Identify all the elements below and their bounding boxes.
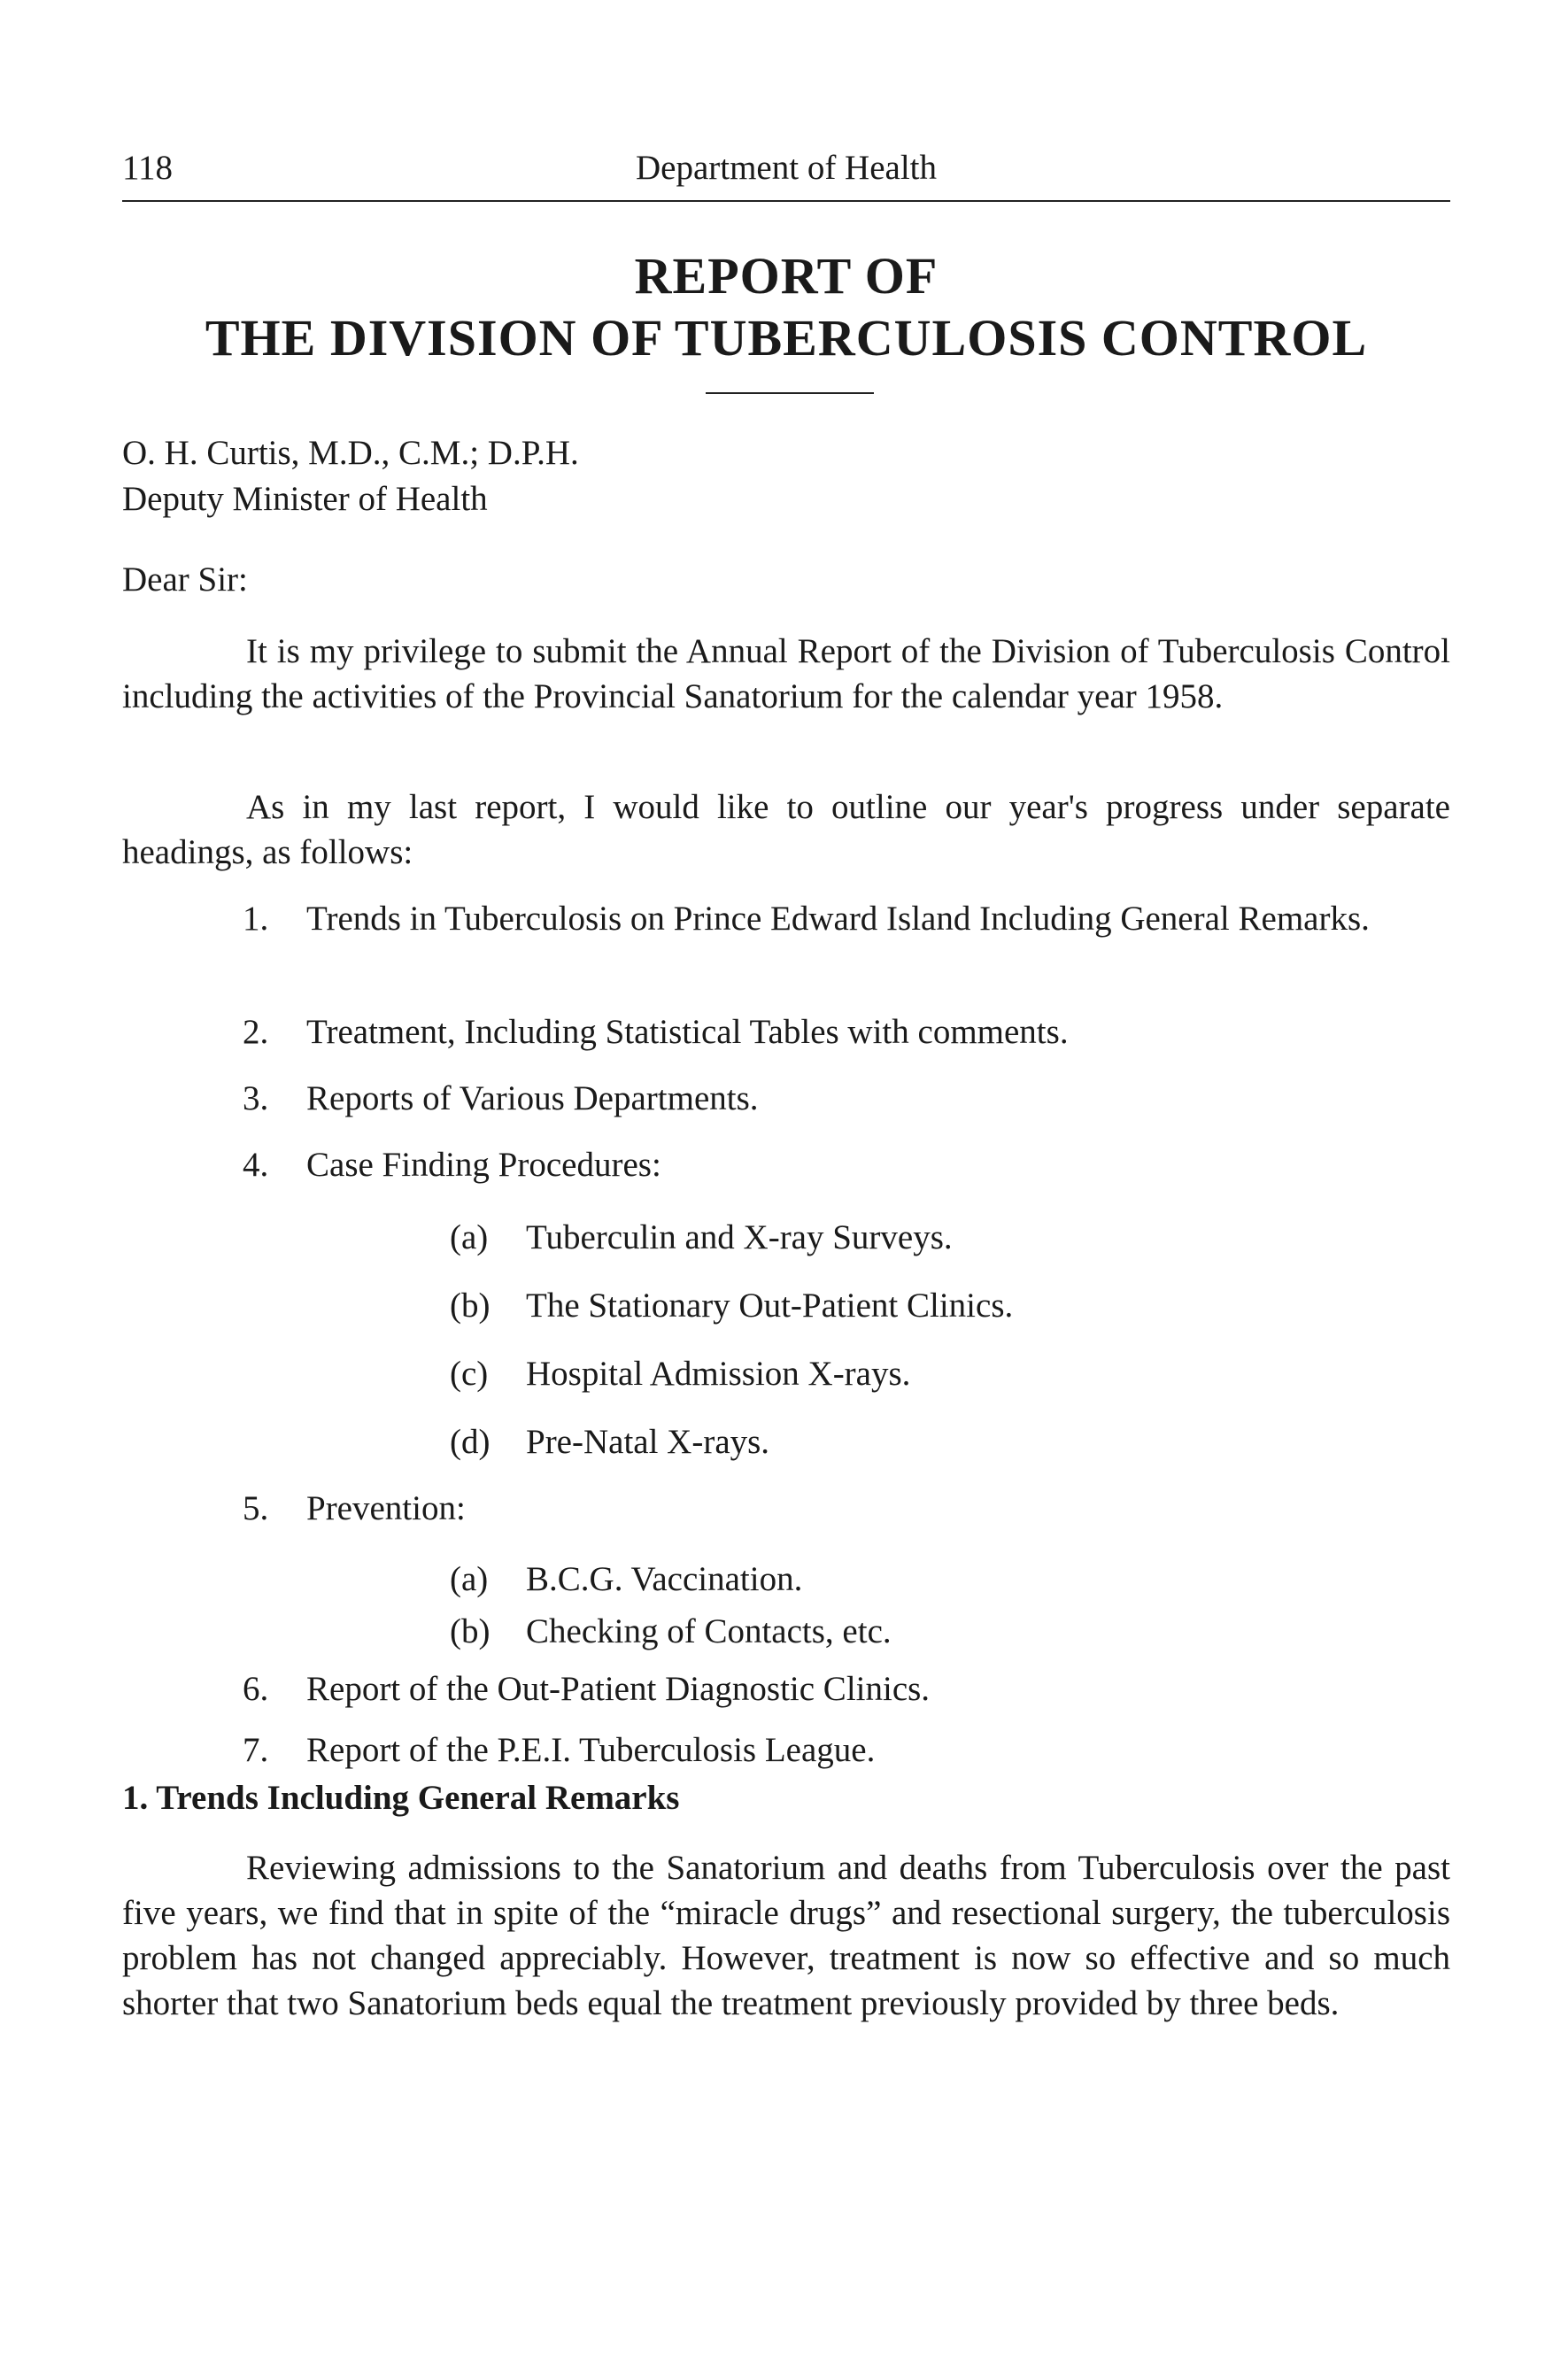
outline-item-text: Case Finding Procedures: [306,1146,661,1184]
subitem-text: Hospital Admission X-rays. [526,1355,911,1393]
subitem-text: Checking of Contacts, etc. [526,1612,892,1650]
outline-item-text: Treatment, Including Statistical Tables with comments. [306,1013,1069,1051]
outline-item-text: Report of the Out-Patient Diagnostic Clinics. [306,1670,931,1708]
outline-item-text: Trends in Tuberculosis on Prince Edward Island Including General Remarks. [306,900,1370,938]
section-body-paragraph: Reviewing admissions to the Sanatorium and deaths from Tuberculosis over the past five years, we find that in spite of the “miracle drugs” and resectional surgery, the tuberculosis problem has not changed appreciably. However, treatment is now so effective and so much shorter that two Sanatorium beds equal the treatment previously provided by three beds. [122,1849,1450,2022]
subitem-text: B.C.G. Vaccination. [526,1560,803,1598]
subitem-letter: (c) [450,1355,489,1393]
outline-item-text: Prevention: [306,1489,466,1527]
report-title-line-2: THE DIVISION OF TUBERCULOSIS CONTROL [205,309,1368,367]
running-header-title: Department of Health [635,149,938,187]
addressee-name: O. H. Curtis, M.D., C.M.; D.P.H. [122,434,579,472]
subitem-letter: (b) [450,1287,491,1325]
subitem-letter: (b) [450,1612,491,1650]
subitem-text: The Stationary Out-Patient Clinics. [526,1287,1014,1325]
outline-item-text: Report of the P.E.I. Tuberculosis League. [306,1731,876,1769]
outline-item-number: 7. [243,1731,269,1769]
intro-paragraph: It is my privilege to submit the Annual Report of the Division of Tuberculosis Control including the activities of the Provincial Sanatorium for the calendar year 1958. [122,632,1450,715]
outline-item-number: 2. [243,1013,269,1051]
outline-item-number: 3. [243,1079,269,1117]
subitem-letter: (d) [450,1423,491,1461]
addressee-position: Deputy Minister of Health [122,480,488,518]
page-number: 118 [122,149,174,187]
outline-item-number: 4. [243,1146,269,1184]
subitem-letter: (a) [450,1560,489,1598]
salutation: Dear Sir: [122,560,248,599]
outline-intro-paragraph: As in my last report, I would like to outline our year's progress under separate headings, as follows: [122,788,1450,871]
subitem-letter: (a) [450,1218,489,1256]
outline-item-number: 1. [243,900,269,938]
report-title-line-1: REPORT OF [634,247,939,305]
section-heading: 1. Trends Including General Remarks [122,1779,680,1817]
subitem-text: Pre-Natal X-rays. [526,1423,770,1461]
subitem-text: Tuberculin and X-ray Surveys. [526,1218,953,1256]
outline-item-text: Reports of Various Departments. [306,1079,759,1117]
outline-item-number: 5. [243,1489,269,1527]
outline-item-number: 6. [243,1670,269,1708]
